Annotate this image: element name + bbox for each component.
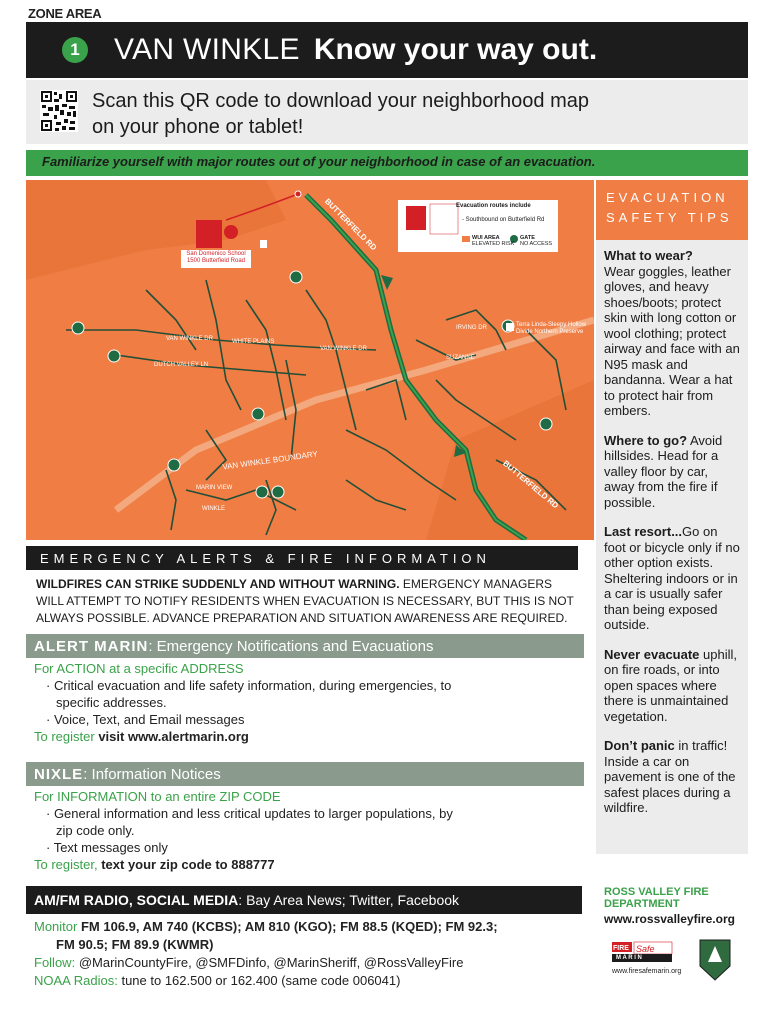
road-label-van-winkle-2: VAN WINKLE DR xyxy=(166,336,213,342)
firesafe-logo-fire: FIRE xyxy=(613,945,629,952)
alert-marin-bullet-1b: specific addresses. xyxy=(56,695,167,710)
nixle-desc: : Information Notices xyxy=(83,766,221,783)
tip-title: What to wear? xyxy=(604,248,693,263)
tip-title: Where to go? xyxy=(604,432,688,448)
warning-bold: WILDFIRES CAN STRIKE SUDDENLY AND WITHOUT WARNING. xyxy=(36,577,400,591)
road-label-marin-view: MARIN VIEW xyxy=(196,485,233,491)
road-label-butterfield-2: BUTTERFIELD RD xyxy=(501,458,561,511)
amfm-name: AM/FM RADIO, SOCIAL MEDIA xyxy=(34,892,239,908)
road-label-butterfield: BUTTERFIELD RD xyxy=(322,196,379,253)
alert-marin-header xyxy=(26,634,584,658)
noaa-text: tune to 162.500 or 162.400 (same code 006041) xyxy=(121,973,401,988)
legend-gate xyxy=(520,235,552,247)
alert-marin-name: ALERT MARIN xyxy=(34,638,149,655)
zone-number-badge: 1 xyxy=(62,37,88,63)
preserve-label: Terra Linda-Sleepy Hollow Divide Northern Preserve xyxy=(516,322,587,335)
nixle-bullet-2: · Text messages only xyxy=(46,840,168,855)
tip-body: uphill, on fire roads, or into open spaces where there is unmaintained vegetation. xyxy=(604,646,737,724)
tip-where-to-go xyxy=(604,433,740,511)
alert-marin-sub: For ACTION at a specific ADDRESS xyxy=(34,661,244,676)
tip-body: Go on foot or bicycle only if no other option exists. Sheltering indoors or in a car is usually safer than being exposed outside. xyxy=(604,524,740,632)
neighborhood-name: VAN WINKLE xyxy=(114,33,300,66)
legend-gate-label: GATE xyxy=(520,235,535,241)
legend-wui-label: WUI AREA xyxy=(472,235,500,241)
nixle-sub: For INFORMATION to an entire ZIP CODE xyxy=(34,789,281,804)
alert-marin-register-label: To register xyxy=(34,729,95,744)
alert-marin-register-link[interactable]: visit www.alertmarin.org xyxy=(98,729,249,744)
alert-marin-bullet-2: · Voice, Text, and Email messages xyxy=(46,712,245,727)
title-bar xyxy=(26,22,748,78)
tip-body: Avoid hillsides. Head for a valley floor by car, away from the fire if possible. xyxy=(604,432,723,510)
alert-marin-desc: : Emergency Notifications and Evacuations xyxy=(148,638,434,655)
follow-handles: @MarinCountyFire, @SMFDinfo, @MarinSheriff, @RossValleyFire xyxy=(78,955,464,970)
tip-what-to-wear xyxy=(604,248,740,419)
monitor-stations-1: FM 106.9, AM 740 (KCBS); AM 810 (KGO); FM 88.5 (KQED); FM 92.3; xyxy=(80,919,498,934)
amfm-desc: : Bay Area News; Twitter, Facebook xyxy=(238,892,460,908)
tip-never-evacuate xyxy=(604,647,740,725)
road-label-irving: IRVING DR xyxy=(456,325,487,331)
tip-last-resort xyxy=(604,524,740,633)
nixle-header xyxy=(26,762,584,786)
fire-department-name: ROSS VALLEY FIRE DEPARTMENT xyxy=(604,886,709,910)
tip-body: Wear goggles, leather gloves, and heavy shoes/boots; protect skin with long cotton or wool clothing; protect airway and face with an N95 mask and bandanna. Wear a hat to protect hair from embers. xyxy=(604,263,740,418)
school-name: San Domenico School xyxy=(186,251,246,257)
nixle-name: NIXLE xyxy=(34,766,84,783)
fire-department-url[interactable]: www.rossvalleyfire.org xyxy=(604,912,735,926)
firesafe-logo-safe: Safe xyxy=(636,944,655,954)
legend-route: - Southbound on Butterfield Rd xyxy=(462,217,545,223)
firesafe-url[interactable]: www.firesafemarin.org xyxy=(612,968,682,975)
follow-label: Follow: xyxy=(34,955,76,970)
tip-title: Don’t panic xyxy=(604,738,675,753)
road-label-boundary: VAN WINKLE BOUNDARY xyxy=(221,449,319,472)
amfm-header xyxy=(26,886,582,914)
monitor-label: Monitor xyxy=(34,919,78,934)
qr-line-2: on your phone or tablet! xyxy=(92,116,304,138)
amfm-body xyxy=(34,918,584,990)
nixle-bullet-1b: zip code only. xyxy=(56,823,135,838)
familiarize-banner: Familiarize yourself with major routes out of your neighborhood in case of an evacuation. xyxy=(26,150,748,176)
zone-area-label: ZONE AREA xyxy=(28,6,102,21)
tip-dont-panic xyxy=(604,738,740,816)
qr-code-icon[interactable] xyxy=(40,90,78,132)
nixle-body xyxy=(34,788,584,873)
warning-text: EMERGENCY MANAGERS WILL ATTEMPT TO NOTIFY RESIDENTS WHEN EVACUATION IS NECESSARY, BUT THIS IS NOT ALWAYS POSSIBLE. ADVANCE PREPARATION AND SITUATION AWARENESS ARE REQUIRED. xyxy=(36,577,574,625)
legend-title: Evacuation routes include xyxy=(456,203,531,209)
alert-marin-bullet-1: · Critical evacuation and life safety information, during emergencies, to xyxy=(46,678,452,693)
nixle-register-label: To register, xyxy=(34,857,98,872)
nixle-register-text: text your zip code to 888777 xyxy=(101,857,275,872)
road-label-suzanne: SUZANNE xyxy=(446,355,475,361)
tip-title: Last resort... xyxy=(604,524,683,539)
legend-wui-sub: ELEVATED RISK xyxy=(472,241,515,247)
road-label-van-winkle: VAN WINKLE DR xyxy=(320,346,367,352)
tips-header: EVACUATION SAFETY TIPS xyxy=(596,180,748,240)
qr-instructions xyxy=(92,88,589,140)
alert-marin-body xyxy=(34,660,584,745)
road-label-winkle: WINKLE xyxy=(202,506,226,512)
school-label xyxy=(183,251,249,265)
legend-gate-sub: NO ACCESS xyxy=(520,241,553,247)
tagline: Know your way out. xyxy=(313,33,598,66)
road-label-dutch-valley: DUTCH VALLEY LN xyxy=(154,362,209,368)
school-address: 1500 Butterfield Road xyxy=(186,258,246,264)
nixle-bullet-1: · General information and less critical updates to larger populations, by xyxy=(46,806,453,821)
emergency-header: EMERGENCY ALERTS & FIRE INFORMATION xyxy=(26,546,578,570)
legend-wui xyxy=(472,235,514,247)
qr-line-1: Scan this QR code to download your neighborhood map xyxy=(92,90,589,112)
monitor-stations-2: FM 90.5; FM 89.9 (KWMR) xyxy=(56,937,214,952)
firesafe-logo-marin: M A R I N xyxy=(616,955,642,961)
wildfire-warning xyxy=(36,576,576,627)
tip-title: Never evacuate xyxy=(604,646,700,662)
road-label-white-plains: WHITE PLAINS xyxy=(232,339,275,345)
neighborhood-map[interactable] xyxy=(26,180,594,540)
noaa-label: NOAA Radios: xyxy=(34,973,118,988)
tips-panel xyxy=(596,240,748,854)
tip-body: in traffic! Inside a car on pavement is one of the safest places during a wildfire. xyxy=(604,738,736,815)
map-graphic xyxy=(26,180,594,540)
